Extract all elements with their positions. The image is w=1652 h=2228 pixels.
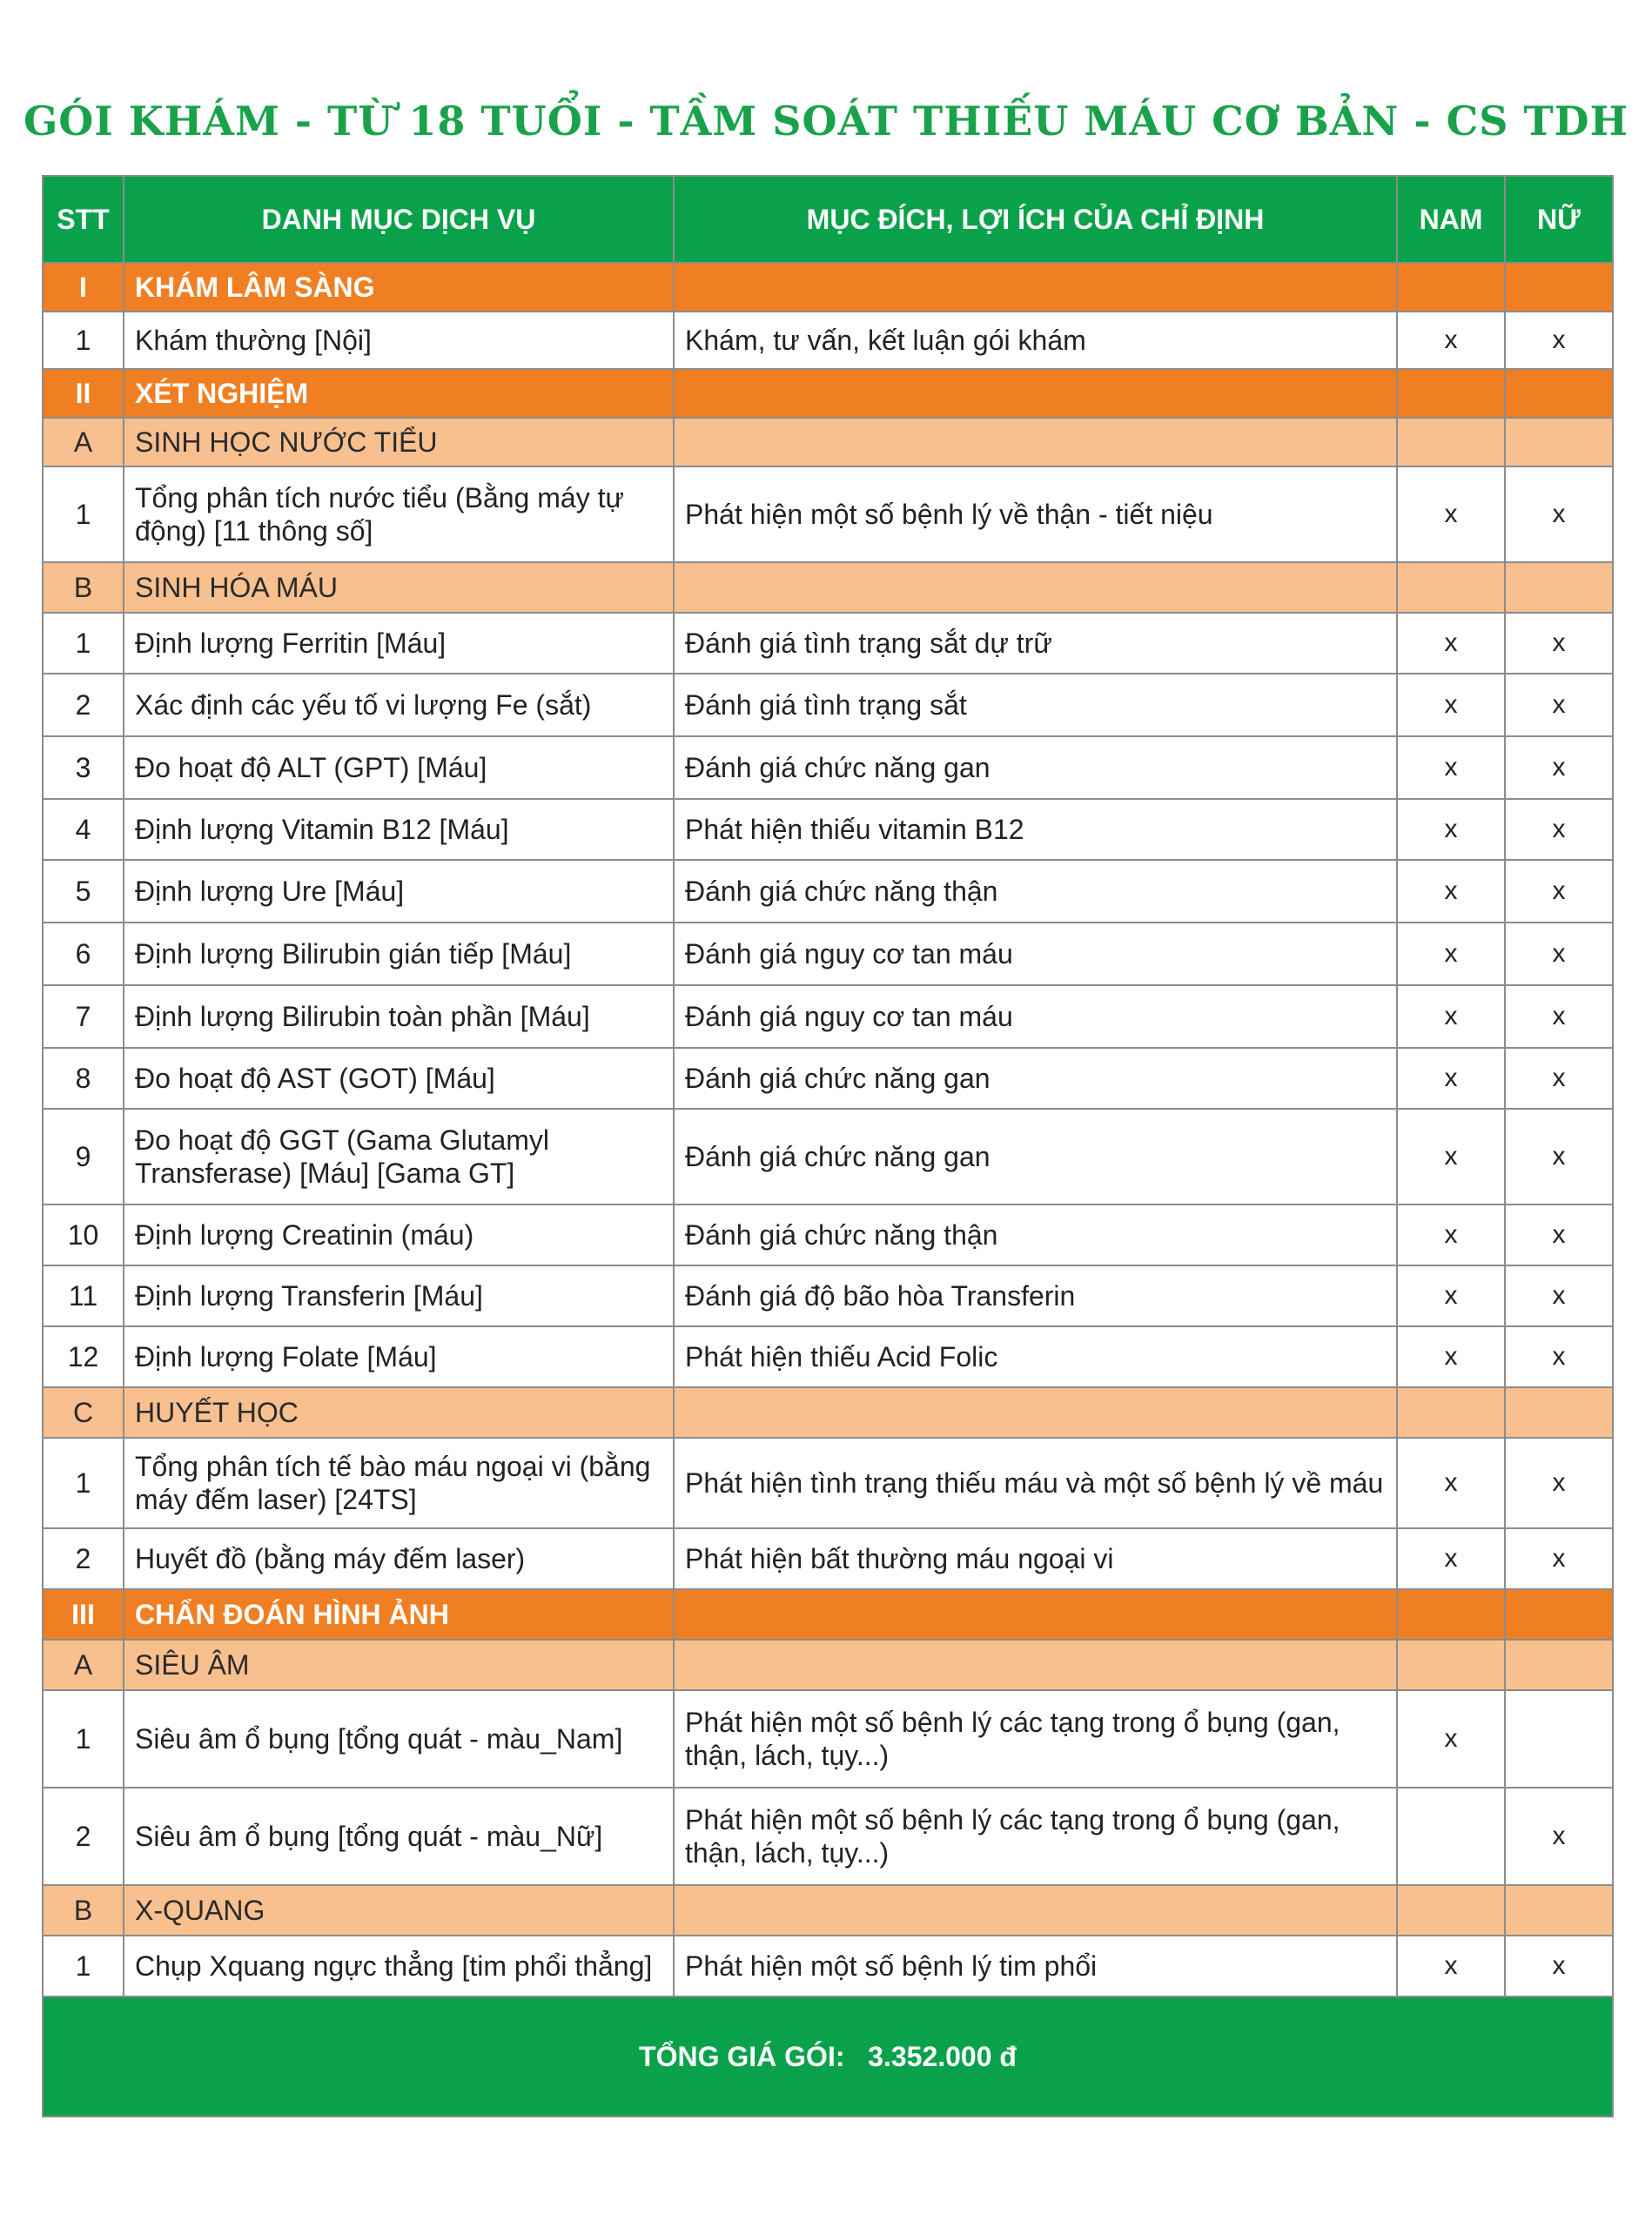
- subcategory-row: [43, 1885, 1613, 1936]
- cell-male: x: [1397, 466, 1505, 562]
- cell-stt: 7: [43, 985, 124, 1048]
- header-male: NAM: [1397, 176, 1505, 263]
- cell-female: x: [1505, 985, 1613, 1048]
- cell-stt: 11: [43, 1265, 124, 1326]
- cell-female: x: [1505, 674, 1613, 736]
- cell-service: Đo hoạt độ AST (GOT) [Máu]: [124, 1048, 674, 1109]
- cell-female: [1505, 1589, 1613, 1640]
- header-service: DANH MỤC DỊCH VỤ: [124, 176, 674, 263]
- cell-female: x: [1505, 1936, 1613, 1996]
- cell-service: Siêu âm ổ bụng [tổng quát - màu_Nam]: [124, 1690, 674, 1788]
- cell-service: Khám thường [Nội]: [124, 312, 674, 369]
- cell-purpose: Đánh giá chức năng gan: [674, 736, 1397, 799]
- cell-purpose: Phát hiện bất thường máu ngoại vi: [674, 1528, 1397, 1589]
- table-row: [43, 312, 1613, 369]
- cell-female: [1505, 263, 1613, 312]
- total-label: TỔNG GIÁ GÓI:: [639, 2041, 845, 2072]
- cell-male: [1397, 1640, 1505, 1690]
- table-row: [43, 1690, 1613, 1788]
- cell-female: x: [1505, 1438, 1613, 1528]
- table-row: [43, 1048, 1613, 1109]
- cell-service: Xác định các yếu tố vi lượng Fe (sắt): [124, 674, 674, 736]
- cell-purpose: [674, 562, 1397, 613]
- cell-purpose: Phát hiện một số bệnh lý các tạng trong ổ bụng (gan, thận, lách, tụy...): [674, 1690, 1397, 1788]
- page-title: GÓI KHÁM - TỪ 18 TUỔI - TẦM SOÁT THIẾU MÁU CƠ BẢN - CS TDH: [23, 97, 1629, 144]
- table-row: [43, 736, 1613, 799]
- table-row: [43, 1109, 1613, 1205]
- cell-service: Định lượng Bilirubin gián tiếp [Máu]: [124, 923, 674, 985]
- cell-purpose: Phát hiện một số bệnh lý tim phổi: [674, 1936, 1397, 1996]
- cell-male: [1397, 369, 1505, 418]
- cell-service: Siêu âm ổ bụng [tổng quát - màu_Nữ]: [124, 1788, 674, 1885]
- cell-stt: 10: [43, 1205, 124, 1265]
- cell-service: Định lượng Folate [Máu]: [124, 1326, 674, 1387]
- cell-stt: 2: [43, 1788, 124, 1885]
- cell-stt: B: [43, 562, 124, 613]
- subcategory-row: [43, 1640, 1613, 1690]
- cell-female: x: [1505, 613, 1613, 674]
- table-row: [43, 923, 1613, 985]
- cell-male: x: [1397, 985, 1505, 1048]
- cell-service: Đo hoạt độ GGT (Gama Glutamyl Transferase) [Máu] [Gama GT]: [124, 1109, 674, 1205]
- table-row: [43, 1205, 1613, 1265]
- cell-female: x: [1505, 1265, 1613, 1326]
- cell-service: HUYẾT HỌC: [124, 1387, 674, 1438]
- cell-stt: B: [43, 1885, 124, 1936]
- cell-stt: I: [43, 263, 124, 312]
- cell-purpose: [674, 263, 1397, 312]
- cell-female: x: [1505, 1326, 1613, 1387]
- cell-male: [1397, 562, 1505, 613]
- cell-female: x: [1505, 923, 1613, 985]
- cell-stt: III: [43, 1589, 124, 1640]
- cell-stt: 6: [43, 923, 124, 985]
- cell-service: CHẨN ĐOÁN HÌNH ẢNH: [124, 1589, 674, 1640]
- cell-purpose: Phát hiện một số bệnh lý về thận - tiết niệu: [674, 466, 1397, 562]
- cell-purpose: [674, 1885, 1397, 1936]
- cell-male: x: [1397, 1109, 1505, 1205]
- service-table: [42, 175, 1614, 2117]
- cell-female: x: [1505, 1109, 1613, 1205]
- category-row: [43, 369, 1613, 418]
- cell-service: Tổng phân tích nước tiểu (Bằng máy tự động) [11 thông số]: [124, 466, 674, 562]
- total-price: 3.352.000 đ: [868, 2041, 1017, 2072]
- subcategory-row: [43, 562, 1613, 613]
- cell-male: x: [1397, 923, 1505, 985]
- cell-service: Định lượng Ure [Máu]: [124, 860, 674, 923]
- cell-female: x: [1505, 1048, 1613, 1109]
- cell-purpose: Phát hiện một số bệnh lý các tạng trong ổ bụng (gan, thận, lách, tụy...): [674, 1788, 1397, 1885]
- cell-purpose: Đánh giá nguy cơ tan máu: [674, 985, 1397, 1048]
- cell-male: x: [1397, 1936, 1505, 1996]
- cell-service: SIÊU ÂM: [124, 1640, 674, 1690]
- cell-female: x: [1505, 1528, 1613, 1589]
- cell-purpose: Phát hiện tình trạng thiếu máu và một số bệnh lý về máu: [674, 1438, 1397, 1528]
- cell-female: x: [1505, 799, 1613, 860]
- cell-male: x: [1397, 799, 1505, 860]
- header-stt: STT: [43, 176, 124, 263]
- table-row: [43, 1528, 1613, 1589]
- cell-service: SINH HÓA MÁU: [124, 562, 674, 613]
- cell-female: [1505, 418, 1613, 466]
- cell-purpose: Đánh giá độ bão hòa Transferin: [674, 1265, 1397, 1326]
- total-cell: [43, 1996, 1613, 2117]
- cell-female: x: [1505, 736, 1613, 799]
- cell-stt: 1: [43, 1936, 124, 1996]
- table-row: [43, 1438, 1613, 1528]
- subcategory-row: [43, 1387, 1613, 1438]
- cell-female: x: [1505, 466, 1613, 562]
- cell-service: Định lượng Ferritin [Máu]: [124, 613, 674, 674]
- cell-stt: 3: [43, 736, 124, 799]
- cell-female: [1505, 369, 1613, 418]
- cell-male: x: [1397, 1205, 1505, 1265]
- cell-purpose: Đánh giá nguy cơ tan máu: [674, 923, 1397, 985]
- cell-purpose: Khám, tư vấn, kết luận gói khám: [674, 312, 1397, 369]
- cell-male: x: [1397, 674, 1505, 736]
- cell-male: x: [1397, 312, 1505, 369]
- cell-male: [1397, 418, 1505, 466]
- cell-male: x: [1397, 1438, 1505, 1528]
- cell-purpose: Phát hiện thiếu Acid Folic: [674, 1326, 1397, 1387]
- cell-stt: 1: [43, 312, 124, 369]
- table-row: [43, 1788, 1613, 1885]
- category-row: [43, 263, 1613, 312]
- category-row: [43, 1589, 1613, 1640]
- cell-female: x: [1505, 860, 1613, 923]
- cell-stt: A: [43, 1640, 124, 1690]
- cell-stt: 5: [43, 860, 124, 923]
- cell-male: x: [1397, 613, 1505, 674]
- cell-service: Định lượng Creatinin (máu): [124, 1205, 674, 1265]
- cell-male: [1397, 1589, 1505, 1640]
- cell-purpose: Phát hiện thiếu vitamin B12: [674, 799, 1397, 860]
- cell-male: x: [1397, 860, 1505, 923]
- cell-service: Đo hoạt độ ALT (GPT) [Máu]: [124, 736, 674, 799]
- cell-stt: 12: [43, 1326, 124, 1387]
- cell-male: x: [1397, 1048, 1505, 1109]
- cell-purpose: [674, 418, 1397, 466]
- cell-stt: 2: [43, 674, 124, 736]
- cell-purpose: Đánh giá chức năng thận: [674, 1205, 1397, 1265]
- cell-stt: 1: [43, 1690, 124, 1788]
- cell-stt: 1: [43, 1438, 124, 1528]
- cell-stt: A: [43, 418, 124, 466]
- total-row: [43, 1996, 1613, 2117]
- cell-purpose: Đánh giá chức năng gan: [674, 1048, 1397, 1109]
- cell-male: [1397, 1387, 1505, 1438]
- cell-female: [1505, 562, 1613, 613]
- cell-female: x: [1505, 1788, 1613, 1885]
- cell-female: [1505, 1387, 1613, 1438]
- cell-stt: II: [43, 369, 124, 418]
- cell-service: Định lượng Bilirubin toàn phần [Máu]: [124, 985, 674, 1048]
- cell-service: Tổng phân tích tế bào máu ngoại vi (bằng máy đếm laser) [24TS]: [124, 1438, 674, 1528]
- table-row: [43, 985, 1613, 1048]
- cell-male: [1397, 1885, 1505, 1936]
- cell-purpose: Đánh giá chức năng thận: [674, 860, 1397, 923]
- header-female: NỮ: [1505, 176, 1613, 263]
- table-row: [43, 860, 1613, 923]
- cell-service: KHÁM LÂM SÀNG: [124, 263, 674, 312]
- header-purpose: MỤC ĐÍCH, LỢI ÍCH CỦA CHỈ ĐỊNH: [674, 176, 1397, 263]
- cell-purpose: Đánh giá tình trạng sắt dự trữ: [674, 613, 1397, 674]
- cell-female: x: [1505, 1205, 1613, 1265]
- cell-female: x: [1505, 312, 1613, 369]
- subcategory-row: [43, 418, 1613, 466]
- cell-stt: 1: [43, 466, 124, 562]
- cell-male: x: [1397, 1265, 1505, 1326]
- table-row: [43, 613, 1613, 674]
- cell-stt: C: [43, 1387, 124, 1438]
- cell-female: [1505, 1640, 1613, 1690]
- cell-purpose: Đánh giá tình trạng sắt: [674, 674, 1397, 736]
- table-row: [43, 674, 1613, 736]
- table-row: [43, 1936, 1613, 1996]
- cell-service: Định lượng Vitamin B12 [Máu]: [124, 799, 674, 860]
- cell-purpose: [674, 1387, 1397, 1438]
- table-row: [43, 1326, 1613, 1387]
- cell-stt: 2: [43, 1528, 124, 1589]
- cell-purpose: [674, 369, 1397, 418]
- cell-stt: 1: [43, 613, 124, 674]
- cell-service: SINH HỌC NƯỚC TIỂU: [124, 418, 674, 466]
- cell-female: [1505, 1690, 1613, 1788]
- table-row: [43, 466, 1613, 562]
- cell-service: XÉT NGHIỆM: [124, 369, 674, 418]
- table-row: [43, 1265, 1613, 1326]
- cell-female: [1505, 1885, 1613, 1936]
- cell-stt: 9: [43, 1109, 124, 1205]
- cell-service: Huyết đồ (bằng máy đếm laser): [124, 1528, 674, 1589]
- cell-purpose: [674, 1640, 1397, 1690]
- cell-purpose: Đánh giá chức năng gan: [674, 1109, 1397, 1205]
- table-row: [43, 799, 1613, 860]
- cell-stt: 8: [43, 1048, 124, 1109]
- cell-male: x: [1397, 736, 1505, 799]
- cell-male: [1397, 263, 1505, 312]
- cell-male: x: [1397, 1690, 1505, 1788]
- cell-male: x: [1397, 1326, 1505, 1387]
- cell-purpose: [674, 1589, 1397, 1640]
- cell-stt: 4: [43, 799, 124, 860]
- cell-service: Định lượng Transferin [Máu]: [124, 1265, 674, 1326]
- cell-service: X-QUANG: [124, 1885, 674, 1936]
- table-header-row: [43, 176, 1613, 263]
- cell-male: x: [1397, 1528, 1505, 1589]
- cell-service: Chụp Xquang ngực thẳng [tim phổi thẳng]: [124, 1936, 674, 1996]
- cell-male: [1397, 1788, 1505, 1885]
